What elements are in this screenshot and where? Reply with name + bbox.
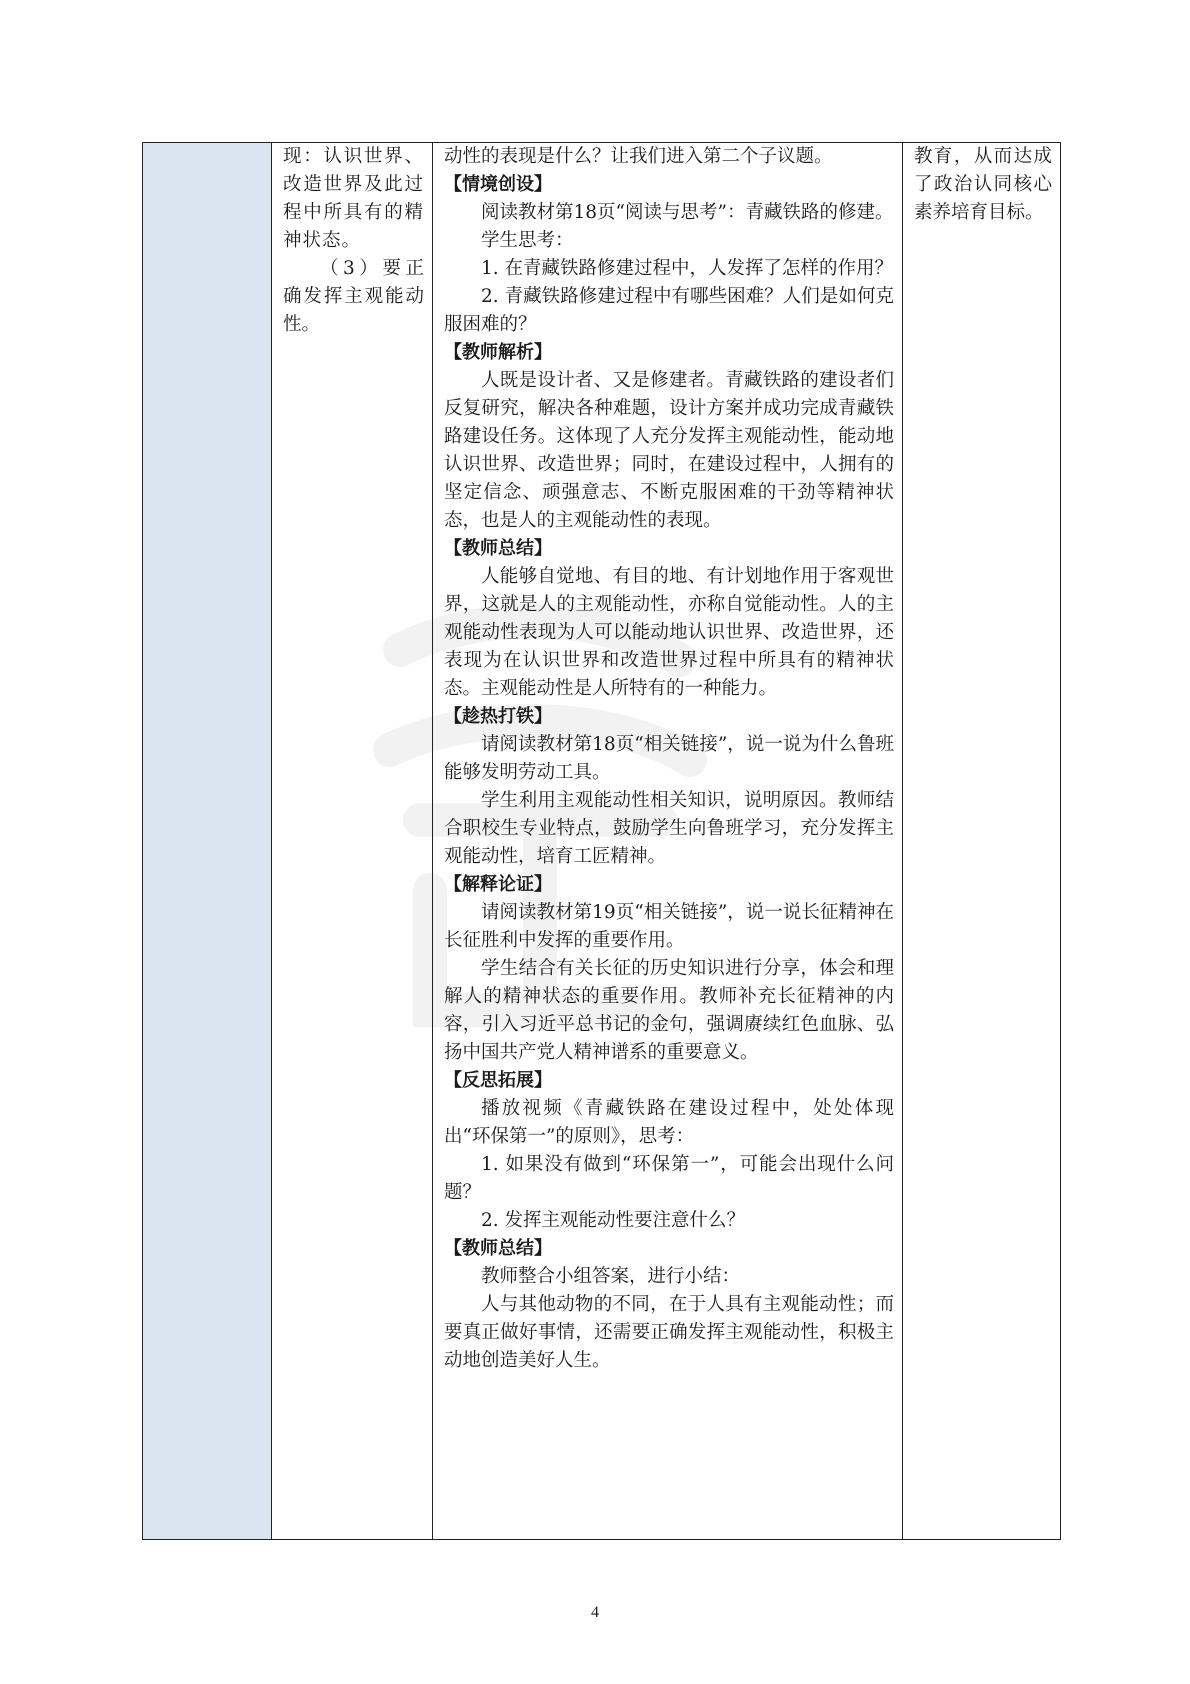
paragraph: 请阅读教材第18页“相关链接”，说一说为什么鲁班能够发明劳动工具。	[444, 734, 894, 783]
key-point-3: （3）要正确发挥主观能动性。	[283, 258, 424, 335]
paragraph: 2. 发挥主观能动性要注意什么？	[481, 1210, 746, 1231]
paragraph: 人与其他动物的不同，在于人具有主观能动性；而要真正做好事情，还需要正确发挥主观能动性，积极主动地创造美好人生。	[444, 1294, 894, 1371]
paragraph: 人能够自觉地、有目的地、有计划地作用于客观世界，这就是人的主观能动性，亦称自觉能动性。人的主观能动性表现为人可以能动地认识世界、改造世界，还表现为在认识世界和改造世界过程中所具有的精神状态。主观能动性是人所特有的一种能力。	[444, 566, 894, 699]
paragraph: 动性的表现是什么？让我们进入第二个子议题。	[444, 146, 833, 167]
paragraph: 播放视频《青藏铁路在建设过程中，处处体现出“环保第一”的原则》，思考：	[444, 1098, 894, 1147]
section-heading: 【情境创设】	[444, 174, 552, 195]
section-heading: 【教师解析】	[444, 342, 552, 363]
section-heading: 【教师总结】	[444, 538, 552, 559]
paragraph: 1. 如果没有做到“环保第一”，可能会出现什么问题？	[444, 1154, 894, 1203]
section-heading: 【解释论证】	[444, 874, 552, 895]
paragraph: 2. 青藏铁路修建过程中有哪些困难？人们是如何克服困难的？	[444, 286, 894, 335]
intent-text: 教育，从而达成了政治认同核心素养培育目标。	[914, 146, 1052, 223]
intent-column	[903, 143, 1061, 1540]
lesson-plan-table	[142, 142, 1061, 1540]
paragraph: 学生结合有关长征的历史知识进行分享，体会和理解人的精神状态的重要作用。教师补充长征精神的内容，引入习近平总书记的金句，强调赓续红色血脉、弘扬中国共产党人精神谱系的重要意义。	[444, 958, 894, 1063]
table-row	[143, 143, 1061, 1540]
activity-column	[433, 143, 903, 1540]
activity-content	[433, 143, 902, 1375]
stage-column	[143, 143, 272, 1540]
paragraph: 教师整合小组答案，进行小结：	[481, 1266, 741, 1287]
paragraph: 阅读教材第18页“阅读与思考”：青藏铁路的修建。	[481, 202, 894, 223]
paragraph: 学生利用主观能动性相关知识，说明原因。教师结合职校生专业特点，鼓励学生向鲁班学习，充分发挥主观能动性，培育工匠精神。	[444, 790, 894, 867]
section-heading: 【反思拓展】	[444, 1070, 552, 1091]
paragraph: 请阅读教材第19页“相关链接”，说一说长征精神在长征胜利中发挥的重要作用。	[444, 902, 894, 951]
key-points-column	[272, 143, 433, 1540]
page-number: 4	[591, 1604, 599, 1621]
paragraph: 学生思考：	[481, 230, 574, 251]
paragraph: 人既是设计者、又是修建者。青藏铁路的建设者们反复研究，解决各种难题，设计方案并成功完成青藏铁路建设任务。这体现了人充分发挥主观能动性，能动地认识世界、改造世界；同时，在建设过程中，人拥有的坚定信念、顽强意志、不断克服困难的干劲等精神状态，也是人的主观能动性的表现。	[444, 370, 894, 531]
section-heading: 【教师总结】	[444, 1238, 552, 1259]
section-heading: 【趁热打铁】	[444, 706, 552, 727]
paragraph: 1. 在青藏铁路修建过程中，人发挥了怎样的作用？	[481, 258, 894, 279]
key-point-text: 现：认识世界、改造世界及此过程中所具有的精神状态。	[283, 146, 424, 251]
